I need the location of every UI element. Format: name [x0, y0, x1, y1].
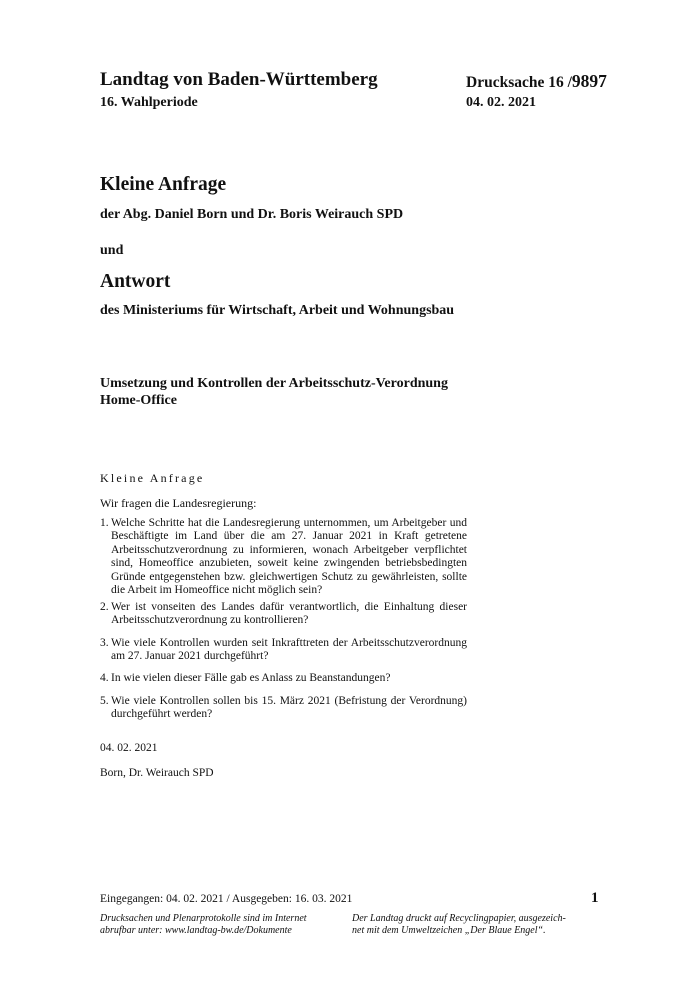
question-number: 5.	[100, 695, 109, 707]
question-item	[100, 601, 467, 628]
parliament-title: Landtag von Baden-Württemberg	[100, 69, 378, 90]
question-text: Wie viele Kontrollen wurden seit Inkrafttreten der Arbeitsschutzverordnung am 27. Januar 2021 durchgeführt?	[111, 637, 467, 663]
und-connector: und	[100, 243, 124, 258]
antwort-ministry: des Ministeriums für Wirtschaft, Arbeit und Wohnungsbau	[100, 303, 455, 318]
drucksache-label: Drucksache 16 /	[466, 74, 572, 91]
wahlperiode: 16. Wahlperiode	[100, 95, 198, 110]
document-subject	[100, 375, 500, 409]
section-label: Kleine Anfrage	[100, 471, 205, 485]
anfrage-authors: der Abg. Daniel Born und Dr. Boris Weirauch SPD	[100, 207, 404, 222]
drucksache-number	[466, 71, 607, 92]
question-number: 4.	[100, 672, 109, 684]
question-number: 2.	[100, 601, 109, 613]
footer-left-line-1: Drucksachen und Plenarprotokolle sind im Internet	[100, 913, 307, 924]
footer-left-line-2: abrufbar unter: www.landtag-bw.de/Dokumente	[100, 925, 292, 936]
footer-note-right	[352, 913, 587, 937]
drucksache-id: 9897	[571, 71, 607, 91]
question-text: Welche Schritte hat die Landesregierung unternommen, um Arbeitgeber und Beschäftigte im Land über die am 27. Januar 2021 in Kraft getretene Arbeitsschutzverordnung zu informieren, wonach Arbeitgeber verpflichtet sind, Homeoffice anzubieten, soweit keine zwingenden betriebsbedingten Gründe entgegenstehen bzw. gleichwertigen Schutz zu gewährleisten, sollte die Arbeit im Homeoffice nicht möglich sein?	[111, 517, 467, 597]
question-text: In wie vielen dieser Fälle gab es Anlass zu Beanstandungen?	[111, 672, 391, 684]
question-number: 3.	[100, 637, 109, 649]
page-number: 1	[591, 890, 599, 906]
question-text: Wie viele Kontrollen sollen bis 15. März 2021 (Befristung der Verordnung) durchgeführt werden?	[111, 695, 467, 721]
question-item	[100, 695, 467, 722]
footer-right-line-1: Der Landtag druckt auf Recyclingpapier, ausgezeich-	[352, 913, 566, 924]
signature-date: 04. 02. 2021	[100, 742, 158, 754]
question-item	[100, 637, 467, 664]
subject-line-2: Home-Office	[100, 393, 177, 408]
question-item	[100, 672, 467, 685]
intro-text: Wir fragen die Landesregierung:	[100, 496, 257, 510]
question-text: Wer ist vonseiten des Landes dafür verantwortlich, die Einhaltung dieser Arbeitsschutzverordnung zu kontrollieren?	[111, 601, 467, 627]
footer-note-left	[100, 913, 340, 937]
footer-right-line-2: net mit dem Umweltzeichen „Der Blaue Engel“.	[352, 925, 546, 936]
antwort-heading: Antwort	[100, 271, 171, 292]
anfrage-heading: Kleine Anfrage	[100, 174, 227, 195]
question-number: 1.	[100, 517, 109, 529]
footer-dates: Eingegangen: 04. 02. 2021 / Ausgegeben: 16. 03. 2021	[100, 893, 353, 905]
subject-line-1: Umsetzung und Kontrollen der Arbeitsschutz-Verordnung	[100, 376, 448, 391]
signature-names: Born, Dr. Weirauch SPD	[100, 767, 214, 779]
document-date: 04. 02. 2021	[466, 95, 536, 110]
question-item	[100, 517, 467, 597]
